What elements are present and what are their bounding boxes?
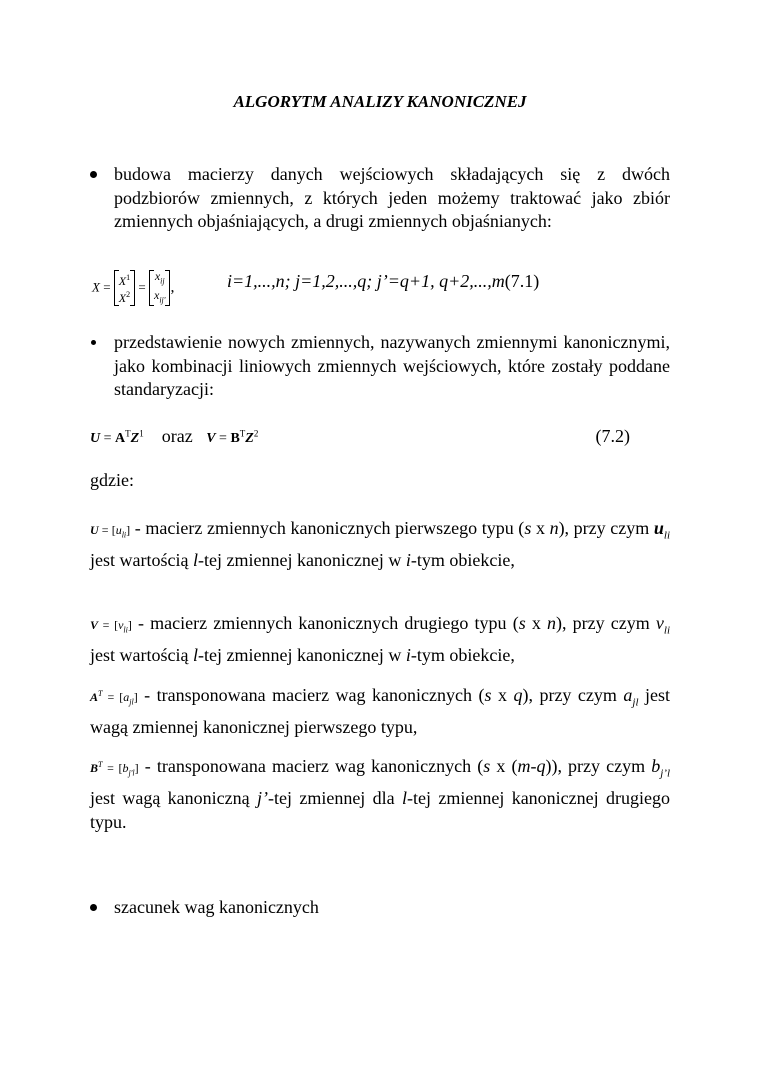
definition-text: -tym obiekcie, [410,644,515,665]
symbol-l: l [192,644,198,665]
equation-number: (7.1) [504,271,540,291]
bullet-icon [91,340,96,345]
sub-jpl: j'l [128,768,135,778]
definition-text: -tej zmiennej kanonicznej w [197,549,406,570]
symbol-xijp: x [153,288,160,303]
definition-text: -tej zmiennej kanonicznej drugiego typu. [90,787,670,832]
times-x: x [531,518,550,538]
definition-v [90,611,670,667]
sup-t: T [98,689,103,698]
definition-text: )), przy czym [545,756,652,776]
page-title: ALGORYTM ANALIZY KANONICZNEJ [233,92,527,111]
definition-text: jest wartością [90,644,193,665]
symbol-v: V [90,618,99,632]
symbol-u-li: u [653,518,664,538]
definition-text: jest wagą kanoniczną [90,787,257,808]
symbol-s: s [484,685,492,705]
element-column [154,269,165,308]
sup-2: 2 [126,290,131,300]
definition-a [90,682,670,739]
definition-text: -tej zmiennej kanonicznej w [197,644,406,665]
sup-1: 1 [126,273,131,283]
bullet-text: szacunek wag kanonicznych [114,897,319,917]
sub-jl: jl [632,696,639,709]
symbol-a-jl: a [623,685,633,705]
equation-number: (7.2) [595,426,630,446]
bullet-text: budowa macierzy danych wejściowych składających się z dwóch podzbiorów zmiennych, z których jeden możemy traktować jako zbiór zmiennych objaśniających, a drugi zmiennych objaśnianych: [114,164,670,231]
times-x: x ( [490,756,518,776]
symbol-z2: Z [245,431,254,446]
comma: , [170,278,175,296]
symbol-q: q [513,685,523,705]
equation-7-1 [92,259,692,307]
conjunction-oraz: oraz [161,426,193,446]
sup-2: 2 [253,428,259,439]
block-column [119,271,130,305]
symbol-v-elem: v [118,618,124,632]
equation-v [206,428,259,446]
sup-t: T [239,428,246,439]
symbol-xij: x [154,269,161,283]
definition-text: jest wagą zmiennej kanonicznej pierwszego typu, [90,685,670,737]
bullet-item-data-matrix [90,163,670,234]
sup-t: T [98,760,103,769]
sub-li: li [663,624,671,637]
symbol-i: i [405,644,411,665]
symbol-x1: X [118,274,127,289]
definition-text: - macierz zmiennych kanonicznych pierwszego typu ( [130,518,525,538]
equals-sign: = [219,431,227,446]
formula-b: $B^T = [b_{j'l}]$ [90,760,139,778]
definition-text: - macierz zmiennych kanonicznych drugiego typu ( [131,613,519,633]
definition-text: ), przy czym [556,613,656,633]
bullet-icon [90,904,97,911]
definition-text: -tym obiekcie, [410,549,515,570]
symbol-m-q: m-q [517,756,546,776]
equals-sign: = [103,431,112,446]
symbol-s: s [518,613,526,633]
symbol-x: X [92,279,100,295]
right-bracket [130,270,135,306]
sub-li: li [663,529,671,542]
formula-v: $V = [v_{li}]$ [90,618,132,635]
symbol-b-elem: b [122,761,129,775]
definition-text: jest wartością [90,549,193,570]
equation-u [90,428,144,446]
equals-sign: = [103,279,111,295]
symbol-x2: X [118,291,127,306]
bullet-item-canonical-variables [90,331,670,402]
symbol-n: n [549,518,559,538]
definition-b [90,753,670,834]
symbol-s: s [524,518,532,538]
symbol-s: s [483,756,491,776]
equals-sign: = [107,690,115,704]
definition-text: ), przy czym [558,518,654,538]
definition-text: - transponowana macierz wag kanonicznych ( [138,756,484,776]
symbol-z1: Z [130,431,140,446]
symbol-b-jpl: b [651,756,661,776]
equals-sign: = [101,523,109,537]
symbol-l: l [402,787,408,808]
bullet-icon [90,171,97,178]
symbol-a-elem: a [123,690,130,704]
symbol-j-prime: j’ [257,787,268,808]
sub-ijp: ij' [159,295,166,305]
bullet-item-weights [90,896,670,920]
symbol-i: i [405,549,411,570]
times-x: x [491,685,514,705]
times-x: x [525,613,547,633]
indices-text: i=1,...,n; j=1,2,...,q; j’=q+1, q+2,...,m [227,271,505,291]
equals-sign: = [107,761,114,775]
symbol-b: B [230,431,240,446]
equals-sign: = [138,279,146,295]
sup-1: 1 [139,428,144,439]
symbol-u-elem: u [115,523,122,537]
definition-text: - transponowana macierz wag kanonicznych ( [137,685,485,705]
symbol-n: n [547,613,556,633]
symbol-v-li: v [655,613,664,633]
symbol-u: U [90,431,101,446]
sub-li: li [121,530,127,540]
equation-7-2 [90,426,630,450]
symbol-b: B [90,761,99,775]
symbol-a: A [115,431,126,446]
sub-ij: ij [160,276,165,286]
equation-lhs [92,269,174,308]
definition-text: -tej zmiennej dla [268,787,403,808]
formula-a: $A^T = [a_{jl}]$ [90,689,138,707]
sup-t: T [125,428,131,439]
equals-sign: = [102,618,110,632]
sub-li: li [123,625,128,635]
symbol-a: A [90,690,99,704]
bullet-text: przedstawienie nowych zmiennych, nazywanych zmiennymi kanonicznymi, jako kombinacji liniowych zmiennych wejściowych, które zostały poddane standaryzacji: [114,332,670,399]
sub-jl: jl [129,697,134,707]
symbol-l: l [192,549,198,570]
equation-indices [227,271,539,292]
sub-jpl: j’l [660,767,671,780]
symbol-u: U [90,523,99,537]
symbol-v: V [206,431,216,446]
definition-text: ), przy czym [522,685,624,705]
where-label: gdzie: [90,470,134,490]
formula-u: $U = [u_{li}]$ [90,523,131,540]
definition-u [90,516,670,572]
